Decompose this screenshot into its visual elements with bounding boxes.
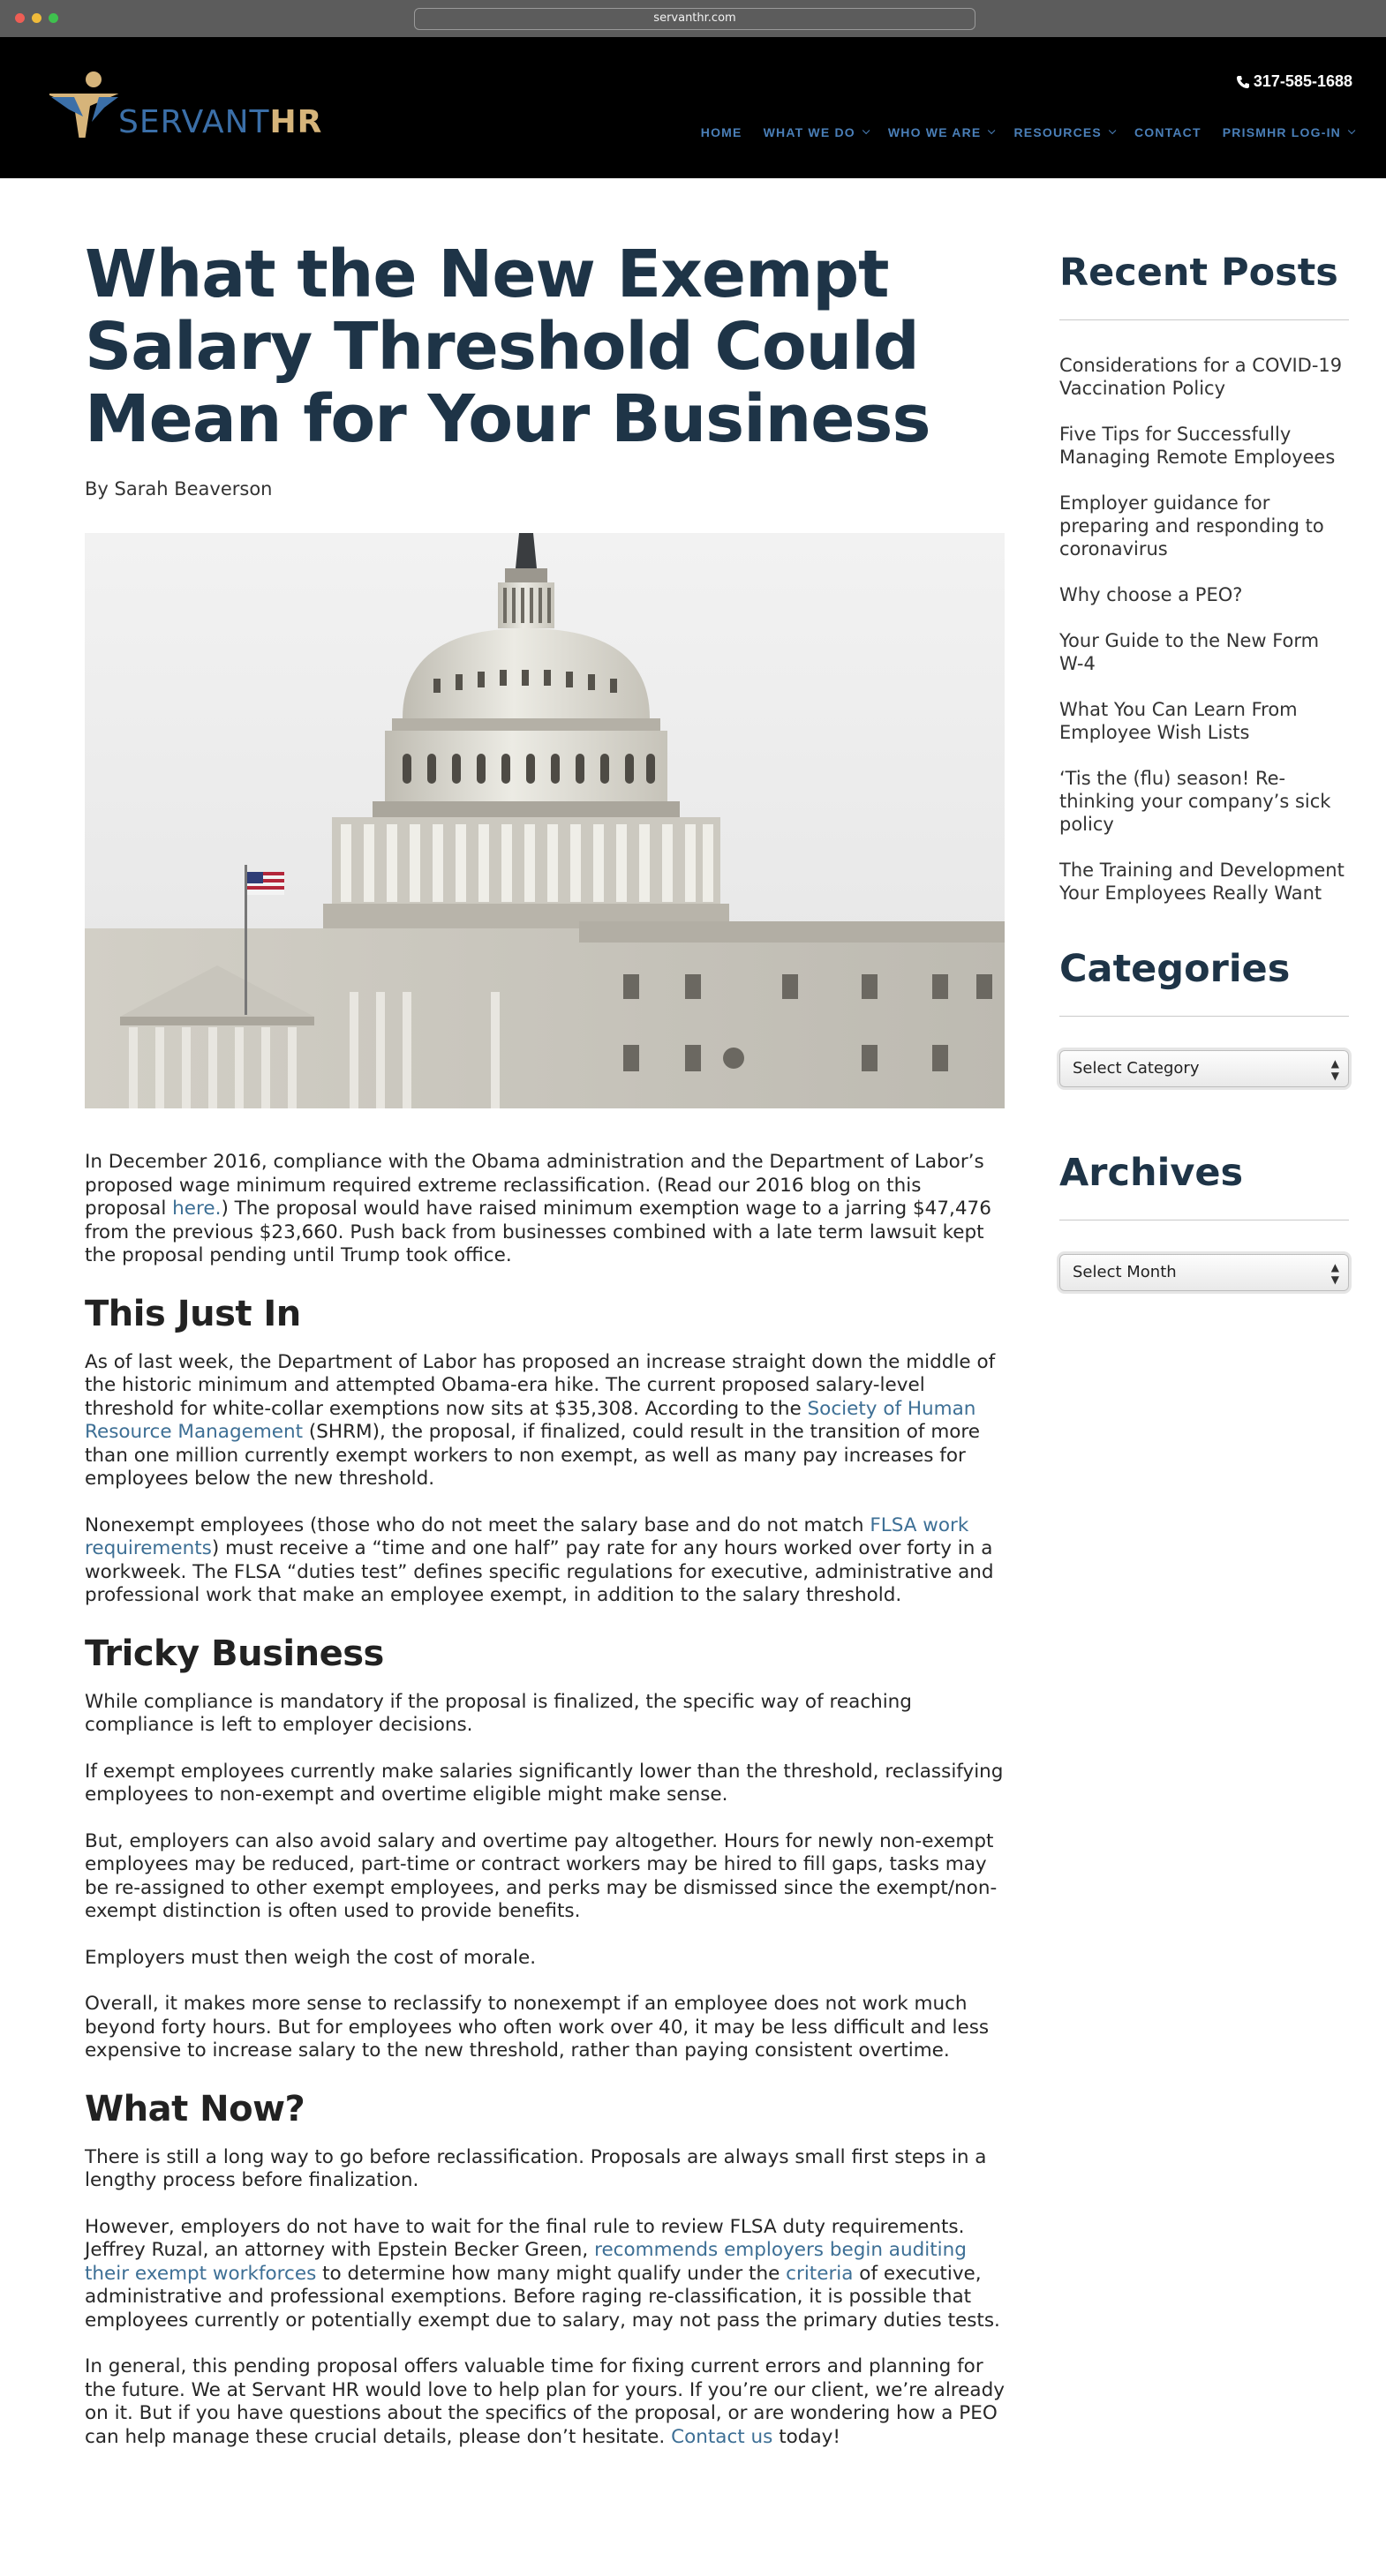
recent-post-link[interactable]: Employer guidance for preparing and responding to coronavirus — [1059, 492, 1324, 560]
chevron-down-icon — [862, 127, 870, 134]
chevron-down-icon — [1348, 127, 1355, 134]
nav-home[interactable] — [701, 125, 742, 139]
sidebar — [1059, 251, 1349, 1291]
paragraph: Employers must then weigh the cost of morale. — [85, 1946, 537, 1969]
paragraph: While compliance is mandatory if the proposal is finalized, the specific way of reaching compliance is left to employer decisions. — [85, 1690, 912, 1736]
paragraph-text: to determine how many might qualify under the — [316, 2262, 787, 2285]
logo-figure-icon — [49, 67, 120, 152]
logo-wordmark — [118, 104, 322, 140]
minimize-window-button[interactable] — [32, 13, 41, 23]
phone-number: 317-585-1688 — [1253, 72, 1352, 90]
nav-prismhr-login[interactable] — [1223, 125, 1352, 139]
paragraph-text: (SHRM), the proposal, if finalized, could result in the transition of more than one million currently exempt workers to non exempt, as well as many pay increases for employees below the new threshold. — [85, 1421, 981, 1490]
phone-icon — [1236, 75, 1250, 89]
nav-prismhr-login-label: PRISMHR LOG-IN — [1222, 125, 1341, 139]
nav-resources[interactable] — [1013, 125, 1112, 139]
recent-post-link[interactable]: Why choose a PEO? — [1059, 584, 1243, 605]
nav-who-we-are-label: WHO WE ARE — [887, 125, 982, 139]
link-contact-us[interactable]: Contact us — [671, 2425, 773, 2448]
link-auditing-exempt-workforces[interactable]: recommends employers begin auditing their exempt workforces — [85, 2239, 967, 2285]
servant-hr-logo[interactable] — [49, 67, 358, 152]
archive-month-select[interactable] — [1059, 1254, 1349, 1291]
nav-home-label: HOME — [700, 125, 742, 139]
category-select-value: Select Category — [1073, 1059, 1200, 1078]
paragraph-text: today! — [772, 2425, 840, 2448]
select-arrows-icon: ▲ ▼ — [1330, 1057, 1339, 1082]
site-header — [0, 37, 1386, 178]
archive-select-value: Select Month — [1073, 1263, 1177, 1281]
divider — [1059, 1016, 1349, 1017]
recent-post-link[interactable]: Five Tips for Successfully Managing Remote Employees — [1059, 424, 1336, 468]
close-window-button[interactable] — [15, 13, 25, 23]
paragraph: If exempt employees currently make salaries significantly lower than the threshold, reclassifying employees to non-exempt and overtime eligible might make sense. — [85, 1760, 1004, 1806]
logo-word-hr: HR — [269, 104, 323, 140]
archives-heading: Archives — [1059, 1151, 1244, 1195]
paragraph-text: In general, this pending proposal offers valuable time for fixing current errors and planning for the future. We at Servant HR would love to help plan for yours. If you’re our client, we’re already on it. But if you have questions about the specifics of the proposal, or are wondering how a PEO can help manage these crucial details, please don’t hesitate. — [85, 2355, 1005, 2448]
recent-post-link[interactable]: The Training and Development Your Employees Really Want — [1059, 860, 1345, 904]
article-title: What the New Exempt Salary Threshold Could Mean for Your Business — [85, 237, 930, 457]
article — [85, 238, 1005, 2449]
recent-posts-heading: Recent Posts — [1059, 251, 1338, 295]
nav-what-we-do[interactable] — [764, 125, 867, 139]
paragraph: But, employers can also avoid salary and overtime pay altogether. Hours for newly non-exempt employees may be reduced, part-time or contract workers may be hired to fill gaps, tasks may be re-assigned to other exempt employees, and perks may be dismissed since the exempt/non-exempt distinction is often used to provide benefits. — [85, 1829, 998, 1922]
link-2016-blog[interactable]: here. — [172, 1198, 222, 1220]
paragraph-text: ) must receive a “time and one half” pay rate for any hours worked over forty in a workweek. The FLSA “duties test” defines specific regulations for executive, administrative and professional work that make an employee exempt, in addition to the salary threshold. — [85, 1537, 994, 1606]
link-criteria[interactable]: criteria — [786, 2262, 854, 2285]
paragraph-text: of executive, administrative and professional exemptions. Before raging re-classification, it is possible that employees currently or potentially exempt due to salary, may not pass the primary duties tests. — [85, 2262, 1000, 2332]
nav-resources-label: RESOURCES — [1013, 125, 1102, 139]
recent-post-link[interactable]: Considerations for a COVID-19 Vaccination Policy — [1059, 355, 1343, 399]
paragraph-text: ) The proposal would have raised minimum exemption wage to a jarring $47,476 from the previous $23,660. Push back from businesses combined with a late term lawsuit kept the proposal pending until Trump took office. — [85, 1198, 991, 1266]
recent-post-link[interactable]: What You Can Learn From Employee Wish Lists — [1059, 699, 1298, 743]
nav-what-we-do-label: WHAT WE DO — [763, 125, 855, 139]
recent-post-link[interactable]: Your Guide to the New Form W-4 — [1059, 630, 1320, 674]
main-nav — [701, 125, 1352, 139]
paragraph — [85, 1514, 1005, 1608]
article-byline: By Sarah Beaverson — [85, 478, 273, 499]
paragraph — [85, 2216, 1005, 2333]
capitol-building-image — [85, 533, 1005, 1108]
paragraph — [85, 1351, 1005, 1491]
paragraph: There is still a long way to go before reclassification. Proposals are always small first steps in a lengthy process before finalization. — [85, 2145, 987, 2191]
browser-chrome — [0, 0, 1386, 37]
recent-post-link[interactable]: ‘Tis the (flu) season! Re-thinking your company’s sick policy — [1059, 768, 1331, 835]
chevron-down-icon — [1109, 127, 1116, 134]
divider — [1059, 319, 1349, 320]
paragraph-text: As of last week, the Department of Labor has proposed an increase straight down the middle of the historic minimum and attempted Obama-era hike. The current proposed salary-level threshold for white-collar exemptions now sits at $35,308. According to the — [85, 1350, 996, 1420]
section-heading-this-just-in: This Just In — [85, 1293, 301, 1334]
section-heading-what-now: What Now? — [85, 2088, 305, 2129]
nav-who-we-are[interactable] — [888, 125, 993, 139]
paragraph-text: Nonexempt employees (those who do not meet the salary base and do not match — [85, 1513, 870, 1536]
paragraph — [85, 1151, 1005, 1268]
categories-heading: Categories — [1059, 947, 1291, 991]
logo-word-servant: SERVANT — [118, 104, 270, 140]
maximize-window-button[interactable] — [49, 13, 58, 23]
paragraph-text: However, employers do not have to wait for the final rule to review FLSA duty requirements. Jeffrey Ruzal, an attorney with Epstein Becker Green, — [85, 2215, 965, 2261]
paragraph: Overall, it makes more sense to reclassify to nonexempt if an employee does not work much beyond forty hours. But for employees who often work over 40, it may be less difficult and less expensive to increase salary to the new threshold, rather than paying consistent overtime. — [85, 1993, 990, 2062]
nav-contact-label: CONTACT — [1134, 125, 1201, 139]
paragraph — [85, 2355, 1005, 2449]
recent-posts-list — [1059, 354, 1349, 905]
address-bar[interactable]: servanthr.com — [414, 8, 975, 30]
link-shrm[interactable]: Society of Human Resource Management — [85, 1397, 976, 1443]
article-body — [85, 1151, 1005, 2449]
chevron-down-icon — [988, 127, 995, 134]
category-select[interactable] — [1059, 1050, 1349, 1087]
nav-contact[interactable] — [1134, 125, 1201, 139]
paragraph-text: In December 2016, compliance with the Obama administration and the Department of Labor’s proposed wage minimum required extreme reclassification. (Read our 2016 blog on this proposal — [85, 1151, 984, 1220]
phone-link[interactable] — [1236, 72, 1352, 91]
link-flsa-work-requirements[interactable]: FLSA work requirements — [85, 1513, 969, 1559]
select-arrows-icon: ▲ ▼ — [1330, 1261, 1339, 1286]
section-heading-tricky-business: Tricky Business — [85, 1633, 384, 1674]
